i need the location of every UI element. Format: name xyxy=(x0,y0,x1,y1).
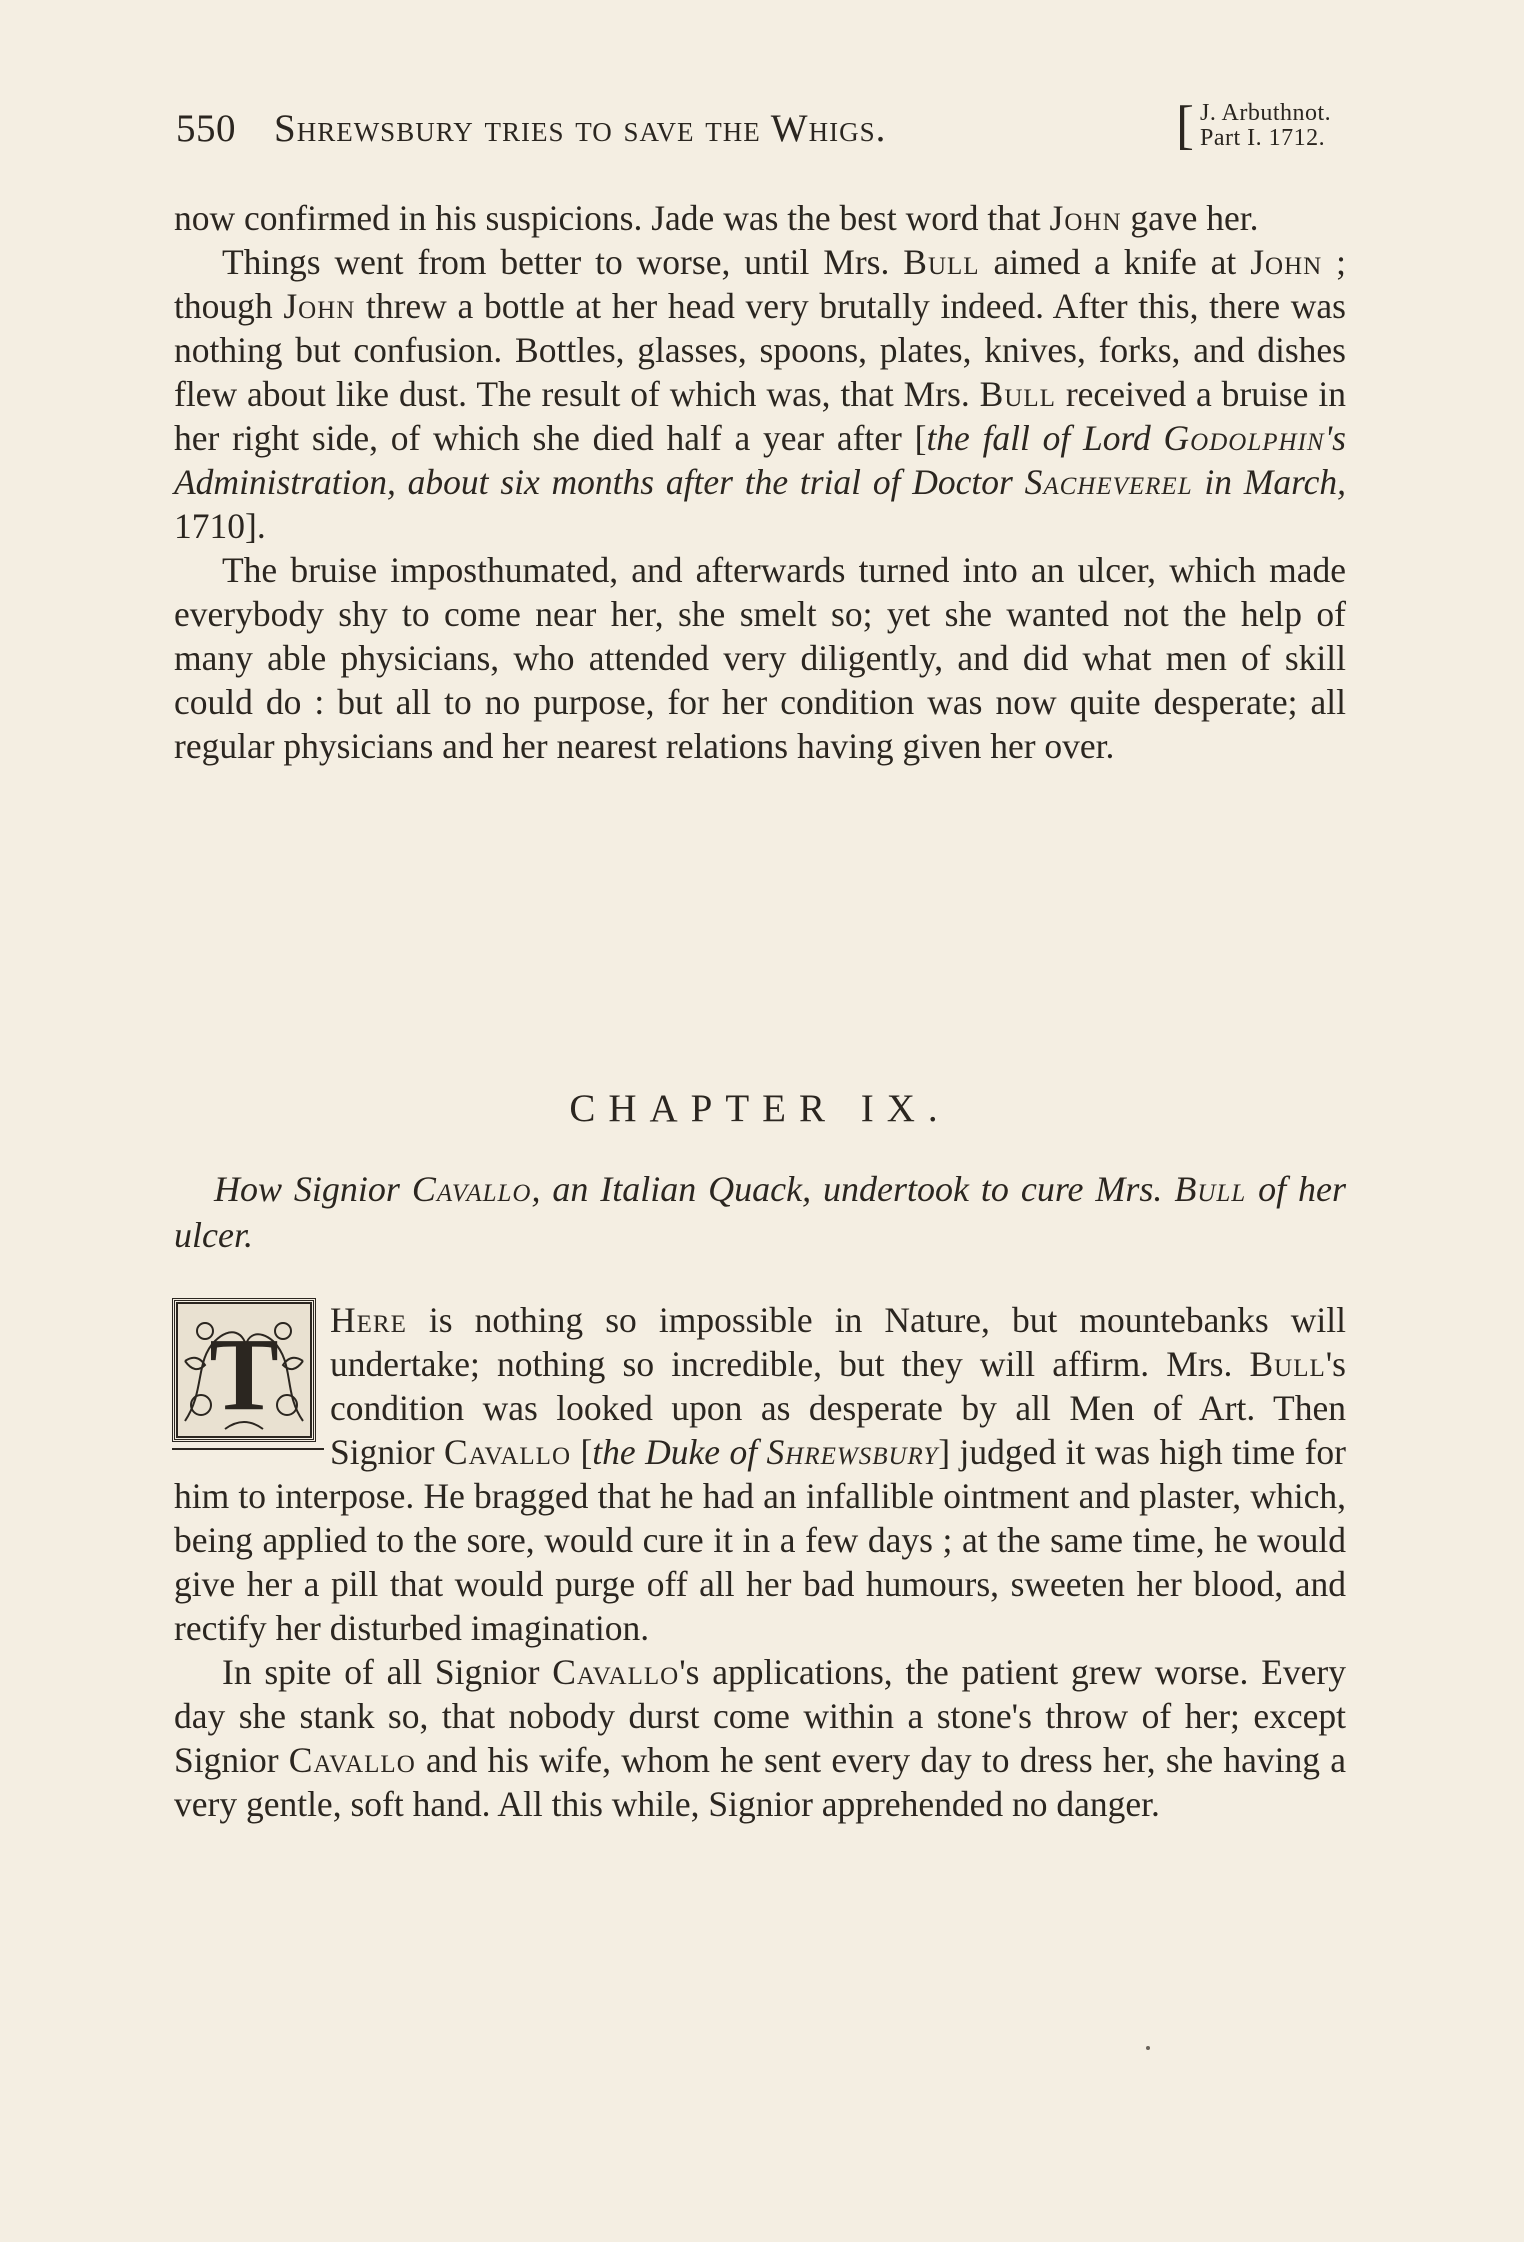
paragraph-continued: now confirmed in his suspicions. Jade was the best word that John gave her. xyxy=(174,198,1259,238)
side-note-part: Part I. 1712. xyxy=(1200,125,1326,151)
text-block-upper xyxy=(174,196,1346,768)
paragraph-knife: Things went from better to worse, until Mrs. Bull aimed a knife at John ; though John threw a bottle at her head very brutally indeed. After this, there was nothing but confusion. Bottles, glasses, spoons, plates, knives, forks, and dishes flew about like dust. The result of which was, that Mrs. Bull received a bruise in her right side, of which she died half a year after [the fall of Lord Godolphin's Administration, about six months after the trial of Doctor Sacheverel in March, 1710]. xyxy=(174,242,1346,546)
side-note-bracket: [ xyxy=(1176,95,1195,155)
chapter-heading: CHAPTER IX. xyxy=(569,1087,951,1130)
running-head xyxy=(176,95,1352,158)
paragraph-mountebanks: Here is nothing so impossible in Nature, but mountebanks will undertake; nothing so incredible, but they will affirm. Mrs. Bull's condition was looked upon as desperate by all Men of Art. Then Signior Cavallo [the Duke of Shrewsbury] judged it was high time for him to interpose. He bragged that he had an infallible ointment and plaster, which, being applied to the sore, would cure it in a few days ; at the same time, he would give her a pill that would purge off all her bad humours, sweeten her blood, and rectify her disturbed imagination. xyxy=(174,1300,1346,1648)
initial-spacer xyxy=(174,1298,330,1470)
running-title: Shrewsbury tries to save the Whigs. xyxy=(274,107,887,150)
side-note-author: J. Arbuthnot. xyxy=(1200,100,1332,126)
initial-letter: T xyxy=(209,1317,279,1432)
paper-speck xyxy=(1146,2046,1150,2050)
running-head-side-note xyxy=(1176,95,1352,156)
text-block-lower xyxy=(174,1298,1346,1826)
chapter-summary: How Signior Cavallo, an Italian Quack, undertook to cure Mrs. Bull of her ulcer. xyxy=(174,1169,1347,1255)
paragraph-applications: In spite of all Signior Cavallo's applications, the patient grew worse. Every day she stank so, that nobody durst come within a stone's throw of her; except Signior Cavallo and his wife, whom he sent every day to dress her, she having a very gentle, soft hand. All this while, Signior apprehended no danger. xyxy=(174,1652,1346,1824)
page-number: 550 xyxy=(176,107,236,150)
paragraph-bruise: The bruise imposthumated, and afterwards turned into an ulcer, which made everybody shy to come near her, she smelt so; yet she wanted not the help of many able physicians, who attended very diligently, and did what men of skill could do : but all to no purpose, for her condition was now quite desperate; all regular physicians and her nearest relations having given her over. xyxy=(174,550,1346,766)
